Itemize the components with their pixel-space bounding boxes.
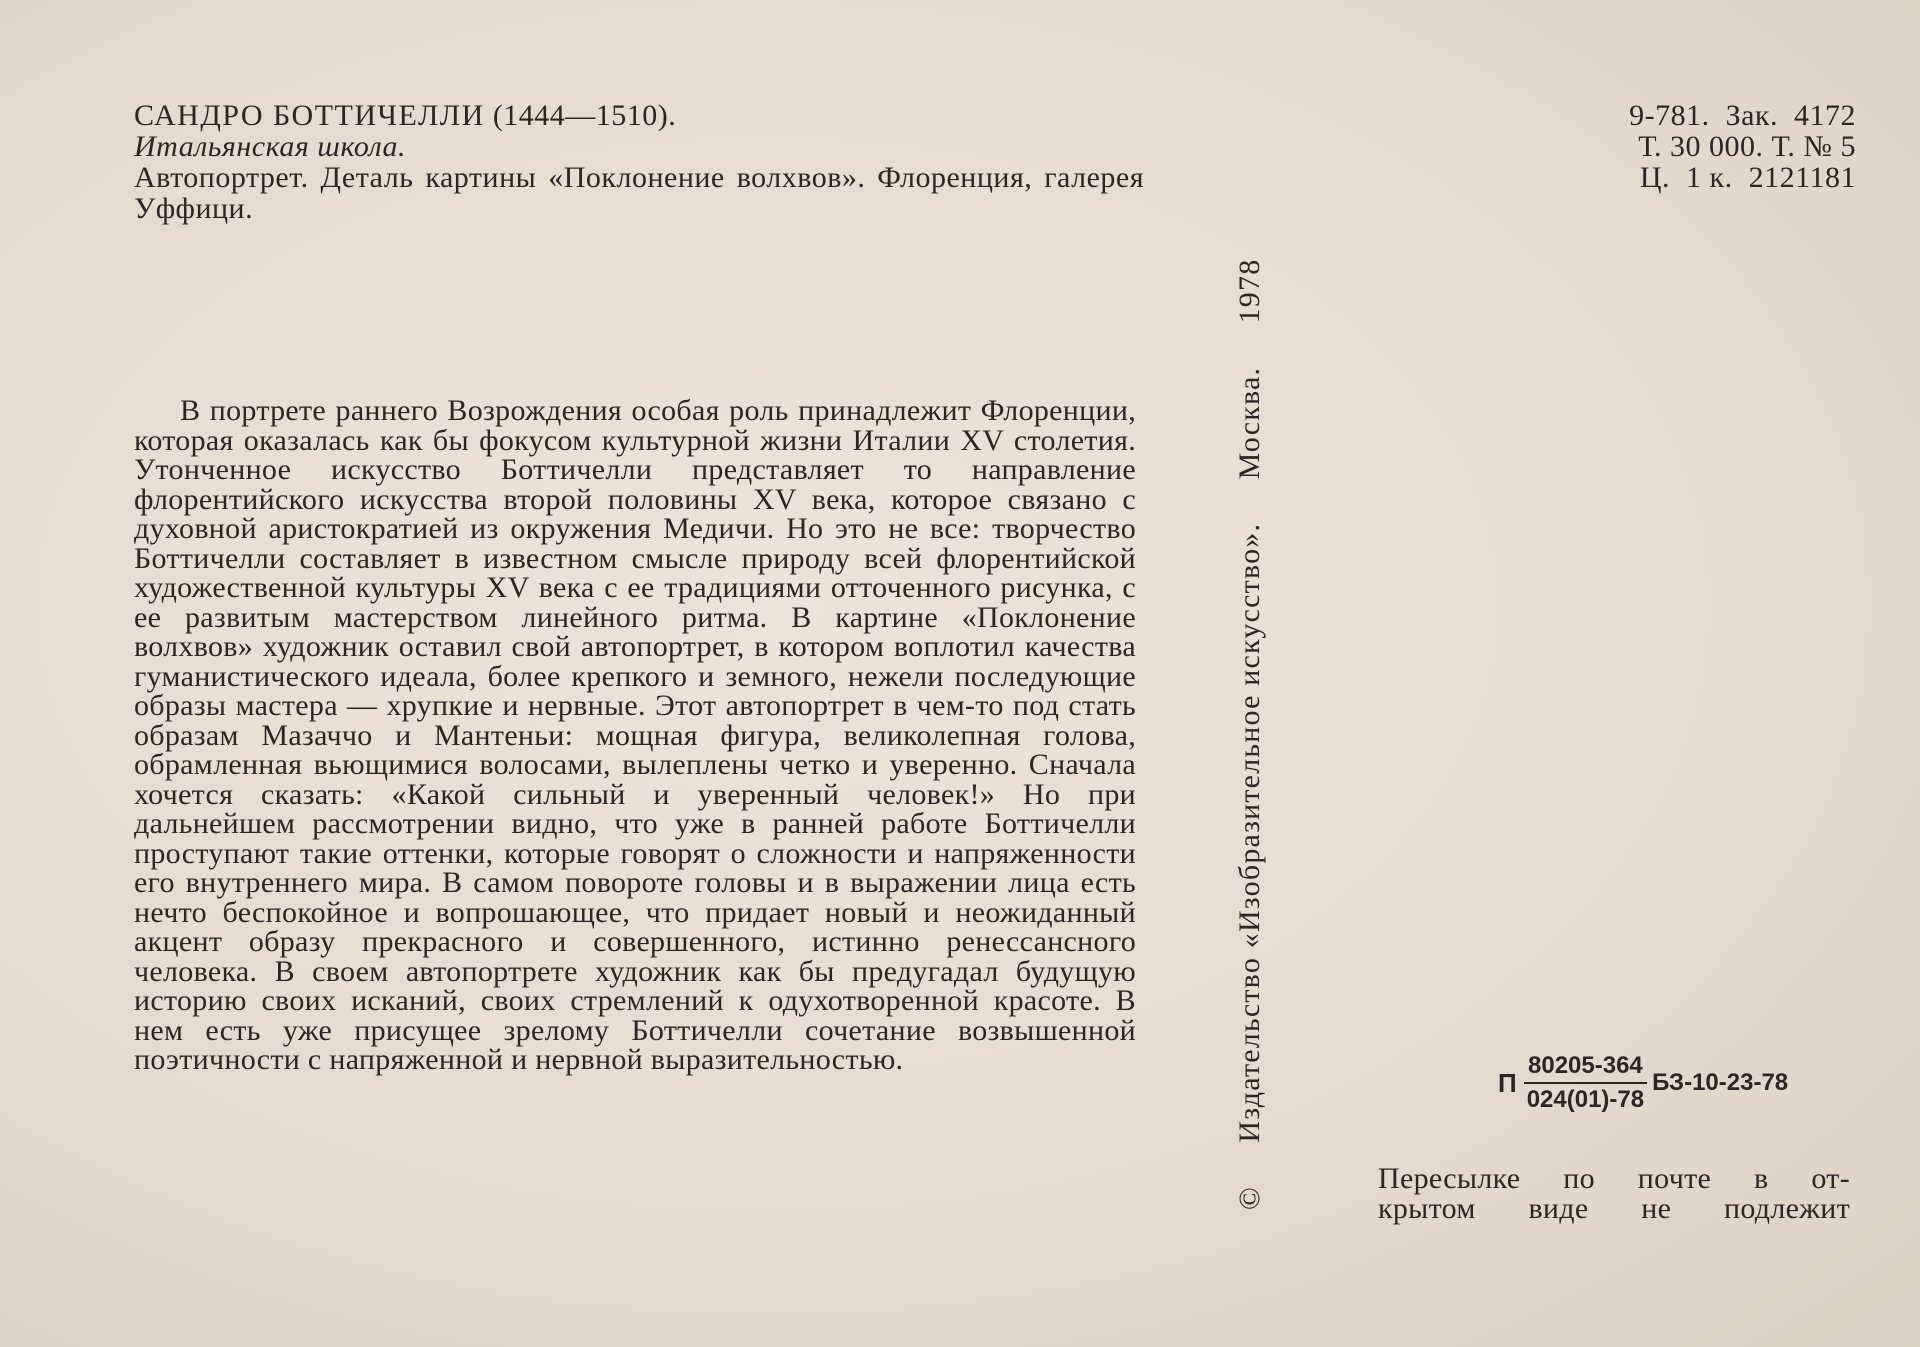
print-info	[1629, 100, 1856, 193]
heading-block	[134, 100, 1144, 224]
print-info-line: 9-781. Зак. 4172	[1629, 99, 1856, 132]
postal-notice	[1378, 1164, 1850, 1224]
index-numerator: 80205-364	[1524, 1052, 1647, 1084]
index-suffix: БЗ-10-23-78	[1652, 1069, 1789, 1096]
postal-notice-line: Пересылке по почте в от-	[1378, 1162, 1850, 1195]
artist-years: (1444—1510).	[492, 99, 677, 132]
print-info-line: Т. 30 000. Т. № 5	[1638, 130, 1856, 163]
print-info-line: Ц. 1 к. 2121181	[1639, 161, 1856, 194]
index-fraction	[1523, 1052, 1648, 1114]
catalog-index-code	[1498, 1052, 1788, 1114]
publication-year: 1978	[1233, 258, 1266, 324]
copyright-symbol: ©	[1233, 1186, 1266, 1210]
artist-name: САНДРО БОТТИЧЕЛЛИ	[134, 99, 485, 132]
postal-notice-line: крытом виде не подлежит	[1378, 1192, 1850, 1225]
publisher-city: Москва.	[1233, 366, 1266, 480]
index-denominator: 024(01)-78	[1526, 1086, 1645, 1113]
index-prefix: П	[1498, 1067, 1517, 1098]
publisher-imprint	[1233, 130, 1267, 1210]
publisher-name: Издательство «Изобразительное искусство».	[1233, 522, 1266, 1143]
description-text: В портрете раннего Возрождения особая роль принадлежит Флоренции, которая оказалась как бы фокусом культурной жизни Италии XV столетия. Утонченное искусство Боттичелли представляет то направление флорентийского искусства второй половины XV века, которое связано с духовной аристократией из окружения Медичи. Но это не все: творчество Боттичелли составляет в известном смысле природу всей флорентийской художественной культуры XV века с ее традициями отточенного рисунка, с ее развитым мастерством линейного ритма. В картине «Поклонение волхвов» художник оставил свой автопортрет, в котором воплотил качества гуманистического идеала, более крепкого и земного, нежели последующие образы мастера — хрупкие и нервные. Этот автопортрет в чем-то под стать образам Мазаччо и Мантеньи: мощная фигура, великолепная голова, обрамленная вьющимися волосами, вылеплены четко и уверенно. Сначала хочется сказать: «Какой сильный и уверенный человек!» Но при дальнейшем рассмотрении видно, что уже в ранней работе Боттичелли проступают такие оттенки, которые говорят о сложности и напряженности его внутреннего мира. В самом повороте головы и в выражении лица есть нечто беспокойное и вопрошающее, что придает новый и неожиданный акцент образу прекрасного и совершенного, истинно ренессансного человека. В своем автопортрете художник как бы предугадал будущую историю своих исканий, своих стремлений к одухотворенной красоте. В нем есть уже присущее зрелому Боттичелли сочетание возвышенной поэтичности с напряженной и нервной выразительностью.	[134, 394, 1136, 1076]
art-school: Итальянская школа.	[134, 130, 407, 163]
artwork-caption: Автопортрет. Деталь картины «Поклонение волхвов». Флоренция, галерея Уффици.	[134, 161, 1144, 225]
